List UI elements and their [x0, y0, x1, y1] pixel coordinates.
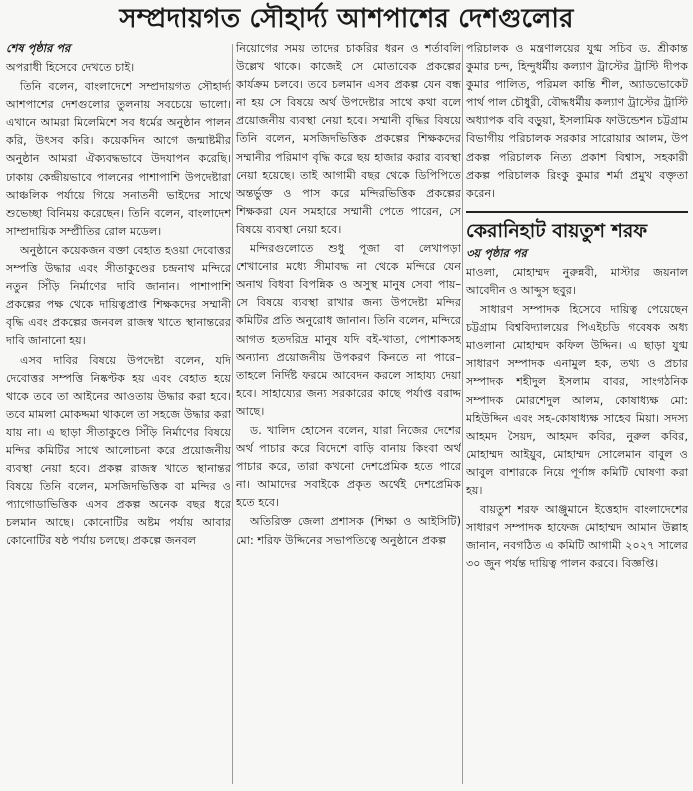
paragraph: ড. খালিদ হোসেন বলেন, যারা নিজের দেশের অর্থ পাচার করে বিদেশে বাড়ি বানায় কিংবা অর্থ পাচার করে, তারা কখনো দেশপ্রেমিক হতে পারে না। আমাদের সবাইকে প্রকৃত অর্থেই দেশপ্রেমিক হতে হবে। [236, 423, 461, 510]
sub-headline: কেরানিহাট বায়তুশ শরফ [466, 211, 688, 243]
paragraph: অনুষ্ঠানে কয়েকজন বক্তা বেহাত হওয়া দেবোত্তর সম্পত্তি উদ্ধার এবং সীতাকুণ্ডের চন্দ্রনাথ মন্দিরে নতুন সিঁড়ি নির্মাণের দাবি জানান। পাশাপাশি প্রকল্পের পক্ষ থেকে দায়িত্বপ্রাপ্ত শিক্ষকদের সম্মানী বৃদ্ধি এবং প্রকল্পের জনবল রাজস্ব খাতে স্থানান্তরের দাবি জানানো হয়। [6, 243, 231, 348]
paragraph: তিনি বলেন, বাংলাদেশে সম্প্রদায়গত সৌহার্দ্য আশপাশের দেশগুলোর তুলনায় সবচেয়ে ভালো। এখানে আমরা মিলেমিশে সব ধর্মের অনুষ্ঠান পালন করি, উৎসব করি। কয়েকদিন আগে জন্মাষ্টমীর অনুষ্ঠান আমরা ঐক্যবদ্ধভাবে উদযাপন করেছি। ঢাকায় কেন্দ্রীয়ভাবে পালনের পাশাপাশি উপদেষ্টারা আঞ্চলিক পর্যায়ে গিয়ে সনাতনী ভাইদের সাথে শুভেচ্ছা বিনিময় করেছেন। তিনি বলেন, বাংলাদেশ সাম্প্রদায়িক সম্প্রীতির রোল মডেল। [6, 80, 231, 238]
paragraph: মাওলা, মোহাম্মদ নুরুন্নবী, মাস্টার জয়নাল আবেদীন ও আব্দুস ছবুর। [466, 265, 688, 297]
column-divider [462, 44, 463, 784]
paragraph: এসব দাবির বিষয়ে উপদেষ্টা বলেন, যদি দেবোত্তর সম্পত্তি নিষ্কণ্টক হয় এবং বেহাত হয়ে থাকে তবে তা আইনের আওতায় উদ্ধার করা হবে। তবে মামলা মোকদ্দমা থাকলে তা সহজে উদ্ধার করা যায় না। এ ছাড়া সীতাকুণ্ডে সিঁড়ি নির্মাণের বিষয়ে মন্দির কমিটির সাথে আলোচনা করে প্রয়োজনীয় ব্যবস্থা নেয়া হবে। প্রকল্প রাজস্ব খাতে স্থানান্তর বিষয়ে তিনি বলেন, মসজিদভিত্তিক বা মন্দির ও প্যাগোডাভিত্তিক এসব প্রকল্প অনেক বছর ধরে চলমান আছে। কোনোটির অষ্টম পর্যায় আবার কোনোটির ষষ্ঠ পর্যায় চলছে। প্রকল্পে জনবল [6, 353, 231, 548]
headline: সম্প্রদায়গত সৌহার্দ্য আশপাশের দেশগুলোর [119, 4, 574, 34]
column-divider [232, 44, 233, 784]
paragraph: অতিরিক্ত জেলা প্রশাসক (শিক্ষা ও আইসিটি) মো: শরিফ উদ্দিনের সভাপতিত্বে অনুষ্ঠানে প্রকল্প [236, 515, 461, 547]
continued-label: শেষ পৃষ্ঠার পর [6, 41, 71, 55]
paragraph: মন্দিরগুলোতে শুধু পূজা বা লেখাপড়া শেখানোর মধ্যে সীমাবদ্ধ না থেকে মন্দিরে যেন অনাথ বিধবা বিপন্নিক ও অসুস্থ মানুষ সেবা পায়– সে বিষয়ে ব্যবস্থা রাখার জন্য উপদেষ্টা মন্দির কমিটির প্রতি অনুরোধ জানান। তিনি বলেন, মন্দিরে আগত হতদরিদ্র মানুষ যদি বই-খাতা, পোশাকসহ অন্যান্য প্রয়োজনীয় উপকরণ কিনতে না পারে– তাহলে নির্দিষ্ট ফরমে আবেদন করলে সাহায্য দেয়া হবে। সাহায্যের জন্য সরকারের কাছে পর্যাপ্ত বরাদ্দ আছে। [236, 242, 461, 418]
paragraph: বায়তুশ শরফ আঞ্জুমানে ইত্তেহাদ বাংলাদেশের সাধারণ সম্পাদক হাফেজ মোহাম্মদ আমান উল্লাহ জানান, নবগঠিত এ কমিটি আগামী ২০২৭ সালের ৩০ জুন পর্যন্ত দায়িত্ব পালন করবে। বিজ্ঞপ্তি। [466, 503, 688, 571]
continued-label: ৩য় পৃষ্ঠার পর [466, 245, 527, 260]
paragraph: সাধারণ সম্পাদক হিসেবে দায়িত্ব পেয়েছেন চট্টগ্রাম বিশ্ববিদ্যালয়ের পিএইচডি গবেষক অধ্য মাওলানা মোহাম্মদ কফিল উদ্দিন। এ ছাড়া যুগ্ম সাধারণ সম্পাদক এনামুল হক, তথ্য ও প্রচার সম্পাদক শহীদুল ইসলাম বাবর, সাংগঠনিক সম্পাদক মোরশেদুল আলম, কোষাধ্যক্ষ মো: মহিউদ্দিন এবং সহ-কোষাধ্যক্ষ সাহেব মিয়া। সদস্য আহমদ সৈয়দ, আহমদ কবির, নুরুল কবির, মোহাম্মদ আইয়ুব, মোহাম্মদ সোলেমান বাবুল ও আবুল বাশারকে নিয়ে পূর্ণাঙ্গ কমিটি ঘোষণা করা হয়। [466, 303, 688, 497]
paragraph: অপরাধী হিসেবে দেখতে চাই। [6, 61, 135, 74]
column-2 [236, 40, 461, 788]
column-1 [6, 40, 231, 788]
column-3 [466, 40, 688, 788]
paragraph: নিয়োগের সময় তাদের চাকরির ধরন ও শর্তাবলি উল্লেখ থাকে। কাজেই সে মোতাবেক প্রকল্পের কার্যক্রম চলবে। তবে চলমান এসব প্রকল্প যেন বন্ধ না হয় সে বিষয়ে অর্থ উপদেষ্টার সাথে কথা বলে প্রয়োজনীয় ব্যবস্থা নেয়া হবে। সম্মানী বৃদ্ধির বিষয়ে তিনি বলেন, মসজিদভিত্তিক প্রকল্পের শিক্ষকদের সম্মানীর পরিমাণ বৃদ্ধি করে ছয় হাজার করার ব্যবস্থা নেয়া হয়েছে। তাই আগামী বছর থেকে ডিপিপিতে অন্তর্ভুক্ত ও পাস করে মন্দিরভিত্তিক প্রকল্পের শিক্ষকরা যেন সমহারে সম্মানী পেতে পারেন, সে বিষয়ে ব্যবস্থা নেয়া হবে। [236, 42, 461, 236]
paragraph: পরিচালক ও মন্ত্রণালয়ের যুগ্ম সচিব ড. শ্রীকান্ত কুমার চন্দ, হিন্দুধর্মীয় কল্যাণ ট্রাস্টের ট্রাস্টি দীপক কুমার পালিত, পরিমল কান্তি শীল, অ্যাডভোকেট পার্থ পাল চৌধুরী, বৌদ্ধধর্মীয় কল্যাণ ট্রাস্টের ট্রাস্টি অধ্যাপক ববি বড়ুয়া, ইসলামিক ফাউন্ডেশন চট্টগ্রাম বিভাগীয় পরিচালক সরকার সারোয়ার আলম, উপ প্রকল্প পরিচালক নিত্য প্রকাশ বিশ্বাস, সহকারী প্রকল্প পরিচালক রিংকু কুমার শর্মা প্রমুখ বক্তৃতা করেন। [466, 42, 688, 200]
